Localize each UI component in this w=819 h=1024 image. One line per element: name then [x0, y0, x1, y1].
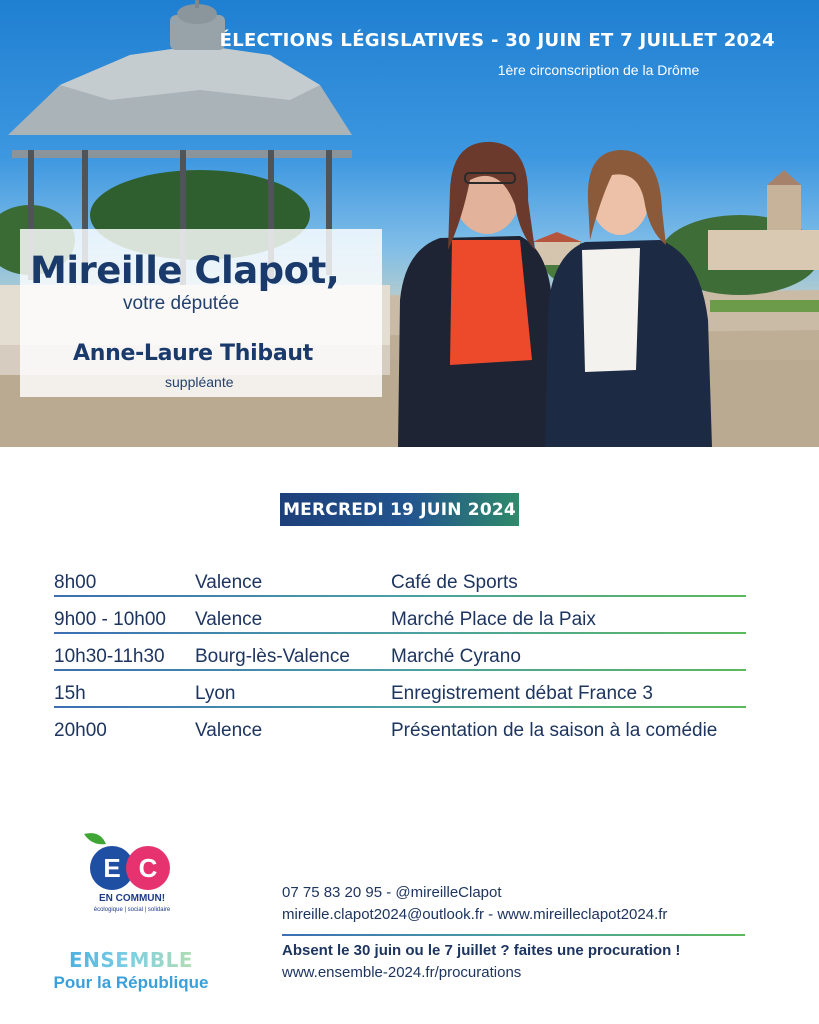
substitute-name: Anne-Laure Thibaut	[73, 341, 313, 366]
schedule-time: 10h30-11h30	[54, 646, 165, 667]
schedule-event: Présentation de la saison à la comédie	[391, 720, 718, 741]
schedule-city: Bourg-lès-Valence	[195, 646, 350, 667]
proxy-call-to-action: Absent le 30 juin ou le 7 juillet ? faites une procuration !	[282, 942, 681, 959]
hero-photo	[0, 0, 819, 447]
ec-letter-e: E	[103, 853, 121, 883]
schedule-event: Café de Sports	[391, 572, 518, 593]
substitute-role: suppléante	[165, 374, 234, 390]
contact-divider	[282, 934, 745, 936]
schedule-time: 15h	[54, 683, 86, 704]
contact-block	[282, 884, 802, 986]
schedule-row	[54, 678, 767, 715]
row-divider	[54, 669, 746, 671]
email-website-line[interactable]: mireille.clapot2024@outlook.fr - www.mireilleclapot2024.fr	[282, 906, 668, 923]
ensemble-logo-subtitle: Pour la République	[53, 973, 209, 992]
schedule-city: Valence	[195, 609, 263, 630]
schedule-event: Marché Place de la Paix	[391, 609, 596, 630]
candidate-role: votre députée	[123, 293, 240, 314]
ensemble-logo-title: ENSEMBLE	[45, 948, 217, 972]
election-headline: ÉLECTIONS LÉGISLATIVES - 30 JUIN ET 7 JUILLET 2024	[219, 30, 775, 51]
schedule-city: Valence	[195, 572, 263, 593]
row-divider	[54, 595, 746, 597]
schedule-list	[54, 567, 767, 752]
row-divider	[54, 632, 746, 634]
schedule-event: Marché Cyrano	[391, 646, 521, 667]
row-divider	[54, 706, 746, 708]
date-badge: MERCREDI 19 JUIN 2024	[280, 493, 519, 526]
schedule-event: Enregistrement débat France 3	[391, 683, 653, 704]
schedule-time: 9h00 - 10h00	[54, 609, 166, 630]
schedule-time: 20h00	[54, 720, 107, 741]
schedule-city: Valence	[195, 720, 263, 741]
schedule-row	[54, 604, 767, 641]
schedule-city: Lyon	[195, 683, 236, 704]
en-commun-tagline: écologique | social | solidaire	[93, 907, 171, 913]
constituency-subtitle: 1ère circonscription de la Drôme	[497, 62, 700, 78]
proxy-link[interactable]: www.ensemble-2024.fr/procurations	[282, 964, 522, 981]
leaf-icon	[84, 833, 106, 844]
phone-social-line[interactable]: 07 75 83 20 95 - @mireilleClapot	[282, 884, 502, 901]
schedule-row	[54, 567, 767, 604]
candidate-name-box	[20, 229, 382, 397]
ec-letter-c: C	[138, 853, 158, 883]
schedule-row	[54, 715, 767, 752]
en-commun-title: EN COMMUN!	[98, 893, 166, 904]
schedule-time: 8h00	[54, 572, 97, 593]
candidate-name: Mireille Clapot,	[30, 249, 340, 292]
schedule-row	[54, 641, 767, 678]
